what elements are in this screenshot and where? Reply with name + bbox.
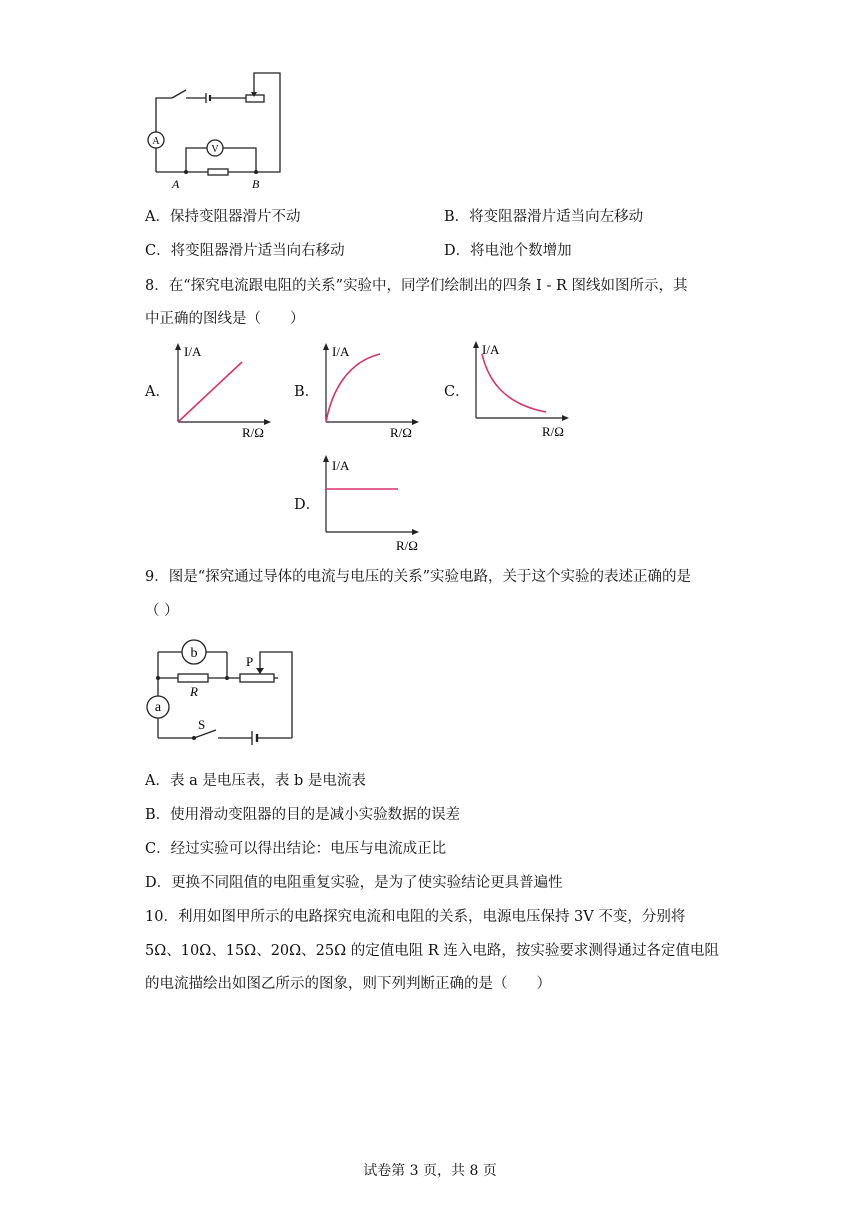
q9-option-b[interactable]: B．使用滑动变阻器的目的是减小实验数据的误差	[145, 807, 461, 823]
q8-graph-b-ylabel: I/A	[332, 344, 350, 359]
q10-line1: 10．利用如图甲所示的电路探究电流和电阻的关系，电源电压保持 3V 不变，分别将	[145, 909, 686, 925]
q7-option-c[interactable]: C．将变阻器滑片适当向右移动	[145, 243, 345, 259]
q8-graph-b-curve	[326, 354, 380, 422]
q8-graph-c-xlabel: R/Ω	[542, 424, 564, 439]
page-footer: 试卷第 3 页，共 8 页	[363, 1163, 497, 1179]
q7-circuit-diagram	[140, 66, 300, 196]
q9-circuit-diagram	[140, 630, 310, 755]
q7-option-a[interactable]: A．保持变阻器滑片不动	[145, 209, 301, 225]
ammeter-label: A	[152, 136, 160, 147]
point-b-label: B	[252, 177, 260, 191]
resistor-label: R	[190, 684, 198, 699]
q9-stem-line1: 9．图是“探究通过导体的电流与电压的关系”实验电路，关于这个实验的表述正确的是	[145, 569, 692, 585]
q9-option-c[interactable]: C．经过实验可以得出结论：电压与电流成正比	[145, 841, 447, 857]
q8-graph-d	[318, 452, 428, 554]
q8-graph-d-letter[interactable]: D．	[294, 497, 321, 513]
q8-graph-b	[318, 340, 428, 440]
meter-a-label: a	[154, 700, 162, 715]
q8-graph-c-curve	[482, 354, 546, 412]
q8-graph-a-curve	[178, 362, 242, 422]
q9-stem-line2: （ ）	[145, 603, 179, 619]
q8-graph-c	[468, 340, 578, 440]
q8-graph-b-xlabel: R/Ω	[390, 425, 412, 440]
q8-graph-a	[170, 340, 280, 440]
q8-stem-line2: 中正确的图线是（ ）	[145, 311, 305, 327]
q8-graph-d-ylabel: I/A	[332, 458, 350, 473]
q9-option-a[interactable]: A．表 a 是电压表，表 b 是电流表	[145, 773, 366, 789]
q9-option-d[interactable]: D．更换不同阻值的电阻重复实验，是为了使实验结论更具普遍性	[145, 875, 563, 891]
slider-label: P	[246, 654, 254, 669]
q8-graph-a-letter[interactable]: A．	[145, 384, 170, 400]
meter-b-label: b	[190, 646, 198, 661]
point-a-label: A	[172, 177, 180, 191]
q7-option-b[interactable]: B．将变阻器滑片适当向左移动	[444, 209, 644, 225]
q8-graph-c-ylabel: I/A	[482, 342, 500, 357]
q8-graph-d-xlabel: R/Ω	[396, 538, 418, 553]
q10-line2: 5Ω、10Ω、15Ω、20Ω、25Ω 的定值电阻 R 连入电路，按实验要求测得通过各定值电阻	[145, 943, 719, 959]
q8-graph-c-letter[interactable]: C．	[444, 384, 470, 400]
q8-graph-b-letter[interactable]: B．	[294, 384, 320, 400]
switch-label: S	[198, 717, 206, 732]
q8-graph-a-ylabel: I/A	[184, 344, 202, 359]
voltmeter-label: V	[211, 144, 219, 155]
q8-stem-line1: 8．在“探究电流跟电阻的关系”实验中，同学们绘制出的四条 I - R 图线如图所示，其	[145, 278, 688, 294]
q7-option-d[interactable]: D．将电池个数增加	[444, 243, 572, 259]
q8-graph-a-xlabel: R/Ω	[242, 425, 264, 440]
q10-line3: 的电流描绘出如图乙所示的图象，则下列判断正确的是（ ）	[145, 976, 551, 992]
